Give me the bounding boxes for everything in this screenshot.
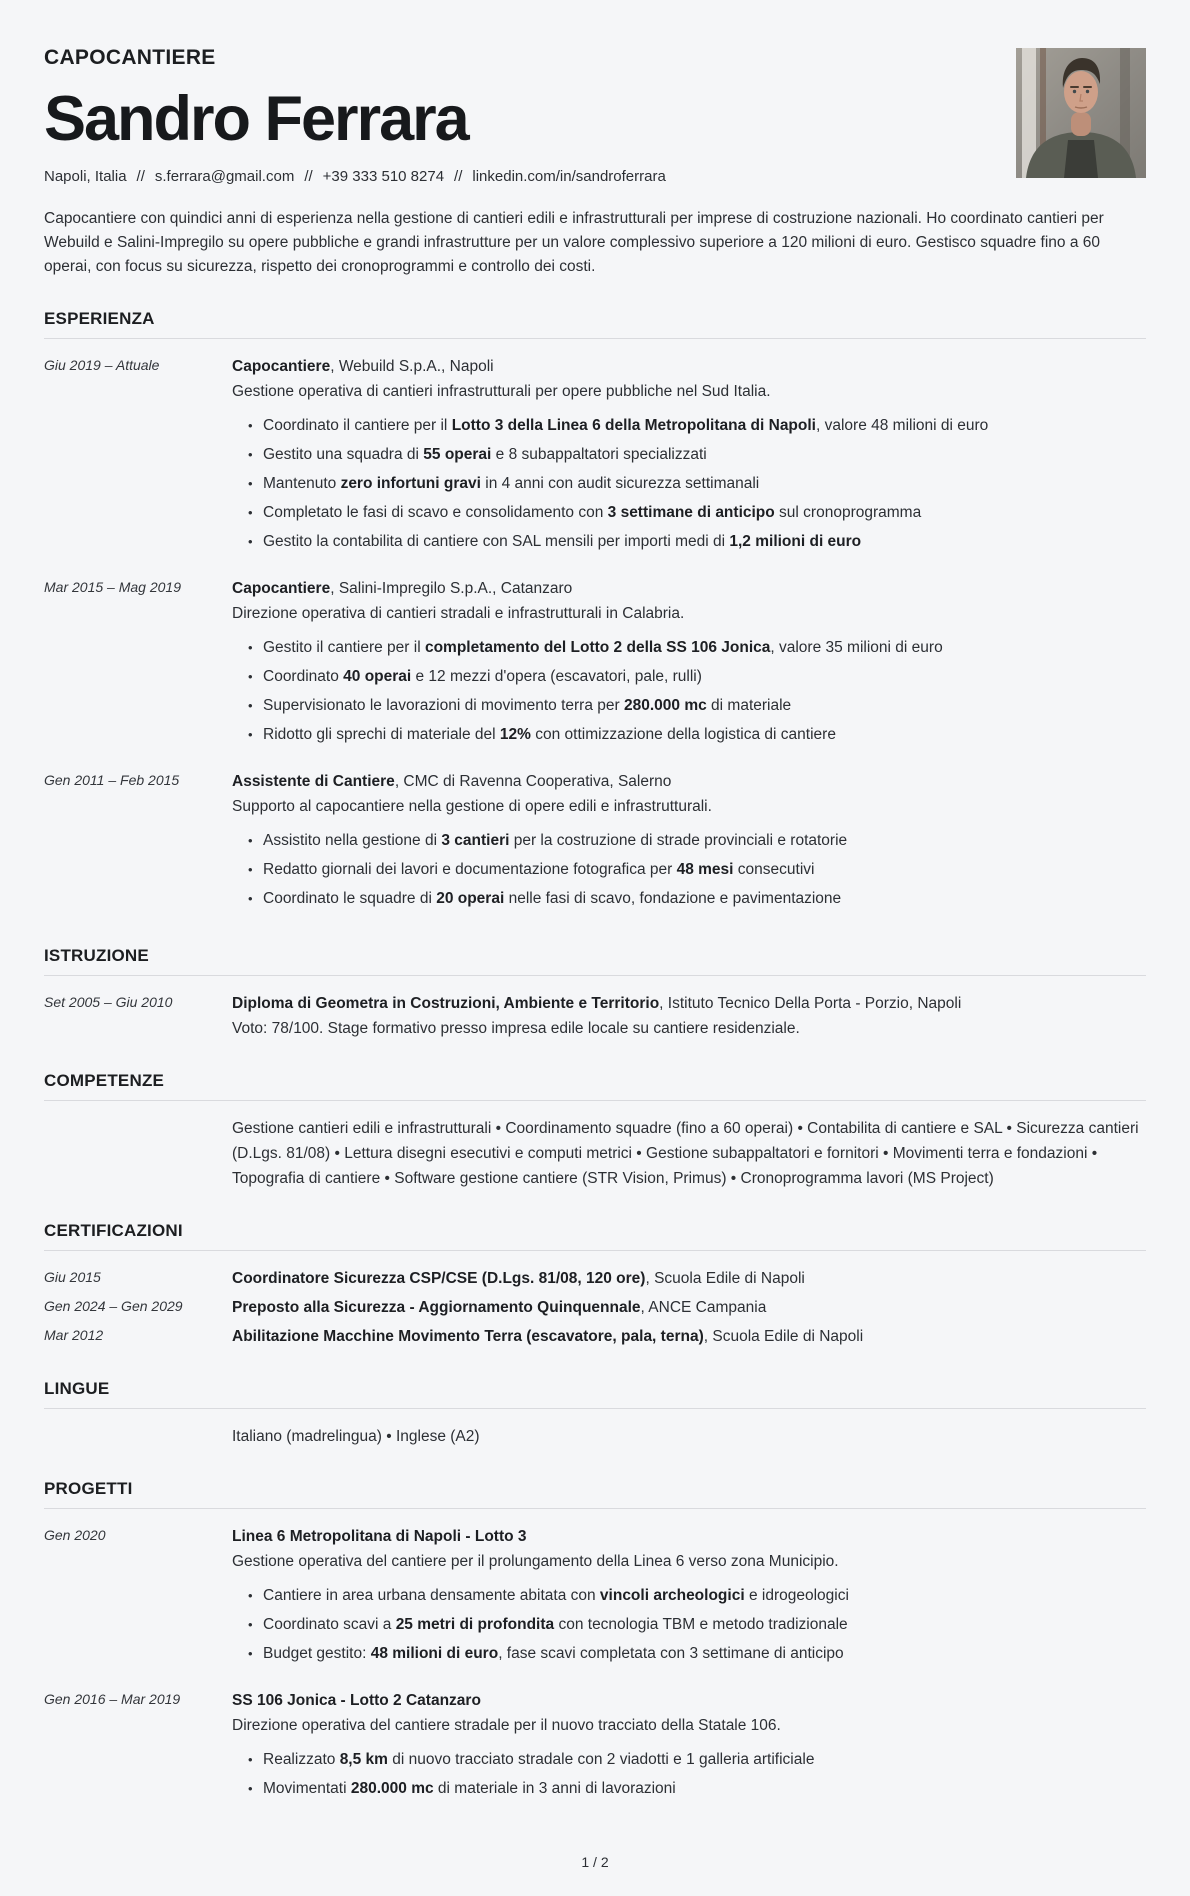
contact-item: s.ferrara@gmail.com — [154, 168, 295, 185]
text-segment: Redatto giornali dei lavori e documentazione fotografica per — [263, 861, 677, 878]
entry-subtitle: Direzione operativa del cantiere stradale per il nuovo tracciato della Statale 106. — [232, 1717, 781, 1734]
text-segment: Mantenuto — [263, 475, 341, 492]
bullet-item — [248, 694, 1146, 718]
bullet-item — [248, 443, 1146, 467]
profile-photo — [1016, 48, 1146, 178]
highlight-text: 280.000 mc — [623, 697, 707, 714]
entry-subtitle: Gestione operativa del cantiere per il prolungamento della Linea 6 verso zona Municipio. — [232, 1553, 839, 1570]
entry-title — [232, 354, 1146, 379]
section-title: LINGUE — [44, 1379, 1146, 1409]
highlight-text: Diploma di Geometra in Costruzioni, Ambiente e Territorio — [232, 995, 660, 1012]
entry — [44, 1424, 1146, 1449]
text-segment: Budget gestito: — [263, 1645, 371, 1662]
highlight-text: vincoli archeologici — [599, 1587, 745, 1604]
contact-item: Napoli, Italia — [44, 168, 127, 185]
entry-date: Gen 2016 – Mar 2019 — [44, 1691, 181, 1707]
entry — [44, 354, 1146, 559]
contact-line — [44, 168, 1146, 185]
entry — [44, 1266, 1146, 1291]
text-segment: e idrogeologici — [744, 1587, 849, 1604]
text-segment: per la costruzione di strade provinciali e rotatorie — [509, 832, 848, 849]
entry — [44, 1116, 1146, 1191]
text-segment: , Scuola Edile di Napoli — [703, 1328, 864, 1345]
bullet-item — [248, 1584, 1146, 1608]
entry-subtitle: Voto: 78/100. Stage formativo presso impresa edile locale su cantiere residenziale. — [232, 1020, 800, 1037]
text-segment: Completato le fasi di scavo e consolidamento con — [263, 504, 608, 521]
text-segment: sul cronoprogramma — [774, 504, 922, 521]
entry-date: Set 2005 – Giu 2010 — [44, 994, 173, 1010]
entry — [44, 1524, 1146, 1671]
entry-content — [232, 354, 1146, 559]
entry-date: Gen 2011 – Feb 2015 — [44, 772, 180, 788]
entry-subtitle: Gestione operativa di cantieri infrastrutturali per opere pubbliche nel Sud Italia. — [232, 383, 771, 400]
text-segment: Coordinato scavi a — [263, 1616, 396, 1633]
entry — [44, 1688, 1146, 1806]
text-segment: Coordinato il cantiere per il — [263, 417, 452, 434]
section-istruzione — [44, 946, 1146, 1041]
section-entries — [44, 991, 1146, 1041]
bullet-item — [248, 1777, 1146, 1801]
bullet-item — [248, 665, 1146, 689]
section-entries — [44, 1424, 1146, 1449]
professional-summary: Capocantiere con quindici anni di esperienza nella gestione di cantieri edili e infrastrutturali per imprese di costruzione nazionali. Ho coordinato cantieri per Webuild e Salini-Impregilo su opere pubbliche e grandi infrastrutture per un valore complessivo superiore a 120 milioni di euro. Gestisco squadre fino a 60 operai, con focus su sicurezza, rispetto dei cronoprogrammi e controllo dei costi. — [44, 210, 1104, 275]
bullet-item — [248, 858, 1146, 882]
highlight-text: completamento del Lotto 2 della SS 106 Jonica — [424, 639, 771, 656]
entry-bullets — [232, 414, 1146, 554]
entry-title — [232, 1524, 1146, 1549]
entry-content — [232, 1295, 1146, 1320]
entry-subtitle: Gestione cantieri edili e infrastrutturali • Coordinamento squadre (fino a 60 operai) • Contabilita di cantiere e SAL • Sicurezza cantieri (D.Lgs. 81/08) • Lettura disegni esecutivi e computi metrici • Gestione subappaltatori e fornitori • Movimenti terra e fondazioni • Topografia di cantiere • Software gestione cantiere (STR Vision, Primus) • Cronoprogramma lavori (MS Project) — [232, 1120, 1139, 1187]
sections-container — [44, 279, 1146, 1806]
highlight-text: 1,2 milioni di euro — [729, 533, 862, 550]
highlight-text: 55 operai — [423, 446, 492, 463]
section-title: ISTRUZIONE — [44, 946, 1146, 976]
text-segment: e 8 subappaltatori specializzati — [491, 446, 707, 463]
text-segment: , Scuola Edile di Napoli — [645, 1270, 805, 1287]
text-segment: , Webuild S.p.A., Napoli — [330, 358, 494, 375]
contact-separator: // — [454, 168, 463, 185]
entry-subtitle: Supporto al capocantiere nella gestione di opere edili e infrastrutturali. — [232, 798, 712, 815]
entry-content — [232, 1266, 1146, 1291]
entry-title — [232, 769, 1146, 794]
highlight-text: 3 settimane di anticipo — [607, 504, 775, 521]
section-title: PROGETTI — [44, 1479, 1146, 1509]
bullet-item — [248, 530, 1146, 554]
highlight-text: Assistente di Cantiere — [232, 773, 395, 790]
text-segment: , valore 48 milioni di euro — [815, 417, 989, 434]
entry-date: Giu 2015 — [44, 1269, 101, 1285]
text-segment: Gestito la contabilita di cantiere con SAL mensili per importi medi di — [263, 533, 730, 550]
job-title-kicker: CAPOCANTIERE — [44, 46, 216, 69]
section-certificazioni — [44, 1221, 1146, 1349]
bullet-item — [248, 829, 1146, 853]
highlight-text: zero infortuni gravi — [340, 475, 481, 492]
text-segment: Cantiere in area urbana densamente abitata con — [263, 1587, 600, 1604]
highlight-text: SS 106 Jonica - Lotto 2 Catanzaro — [232, 1692, 481, 1709]
entry-content — [232, 576, 1146, 752]
entry-date — [44, 1116, 232, 1191]
highlight-text: 25 metri di profondita — [395, 1616, 555, 1633]
entry-bullets — [232, 829, 1146, 911]
entry-title — [232, 991, 1146, 1016]
bullet-item — [248, 1748, 1146, 1772]
section-title: ESPERIENZA — [44, 309, 1146, 339]
section-competenze — [44, 1071, 1146, 1191]
text-segment: , Salini-Impregilo S.p.A., Catanzaro — [330, 580, 573, 597]
contact-separator: // — [136, 168, 145, 185]
bullet-item — [248, 414, 1146, 438]
bullet-item — [248, 501, 1146, 525]
text-segment: nelle fasi di scavo, fondazione e pavimentazione — [504, 890, 842, 907]
highlight-text: 48 mesi — [676, 861, 734, 878]
highlight-text: Capocantiere — [232, 358, 331, 375]
page-number: 1 / 2 — [581, 1854, 609, 1870]
text-segment: con tecnologia TBM e metodo tradizionale — [554, 1616, 848, 1633]
highlight-text: 280.000 mc — [350, 1780, 434, 1797]
entry-title — [232, 1266, 1146, 1291]
text-segment: Coordinato le squadre di — [263, 890, 437, 907]
entry-content — [232, 1424, 1146, 1449]
portrait-illustration — [1016, 48, 1146, 178]
entry-bullets — [232, 1584, 1146, 1666]
highlight-text: Preposto alla Sicurezza - Aggiornamento Quinquennale — [232, 1299, 641, 1316]
entry-date: Gen 2020 — [44, 1527, 106, 1543]
section-progetti — [44, 1479, 1146, 1806]
contact-separator: // — [304, 168, 313, 185]
highlight-text: 40 operai — [343, 668, 412, 685]
text-segment: Assistito nella gestione di — [263, 832, 442, 849]
text-segment: , CMC di Ravenna Cooperativa, Salerno — [394, 773, 672, 790]
entry-content — [232, 991, 1146, 1041]
section-entries — [44, 354, 1146, 916]
highlight-text: 20 operai — [436, 890, 505, 907]
text-segment: e 12 mezzi d'opera (escavatori, pale, rulli) — [411, 668, 702, 685]
bullet-item — [248, 887, 1146, 911]
highlight-text: 48 milioni di euro — [370, 1645, 499, 1662]
entry-title — [232, 1688, 1146, 1713]
entry-title — [232, 1295, 1146, 1320]
section-title: CERTIFICAZIONI — [44, 1221, 1146, 1251]
text-segment: Coordinato — [263, 668, 344, 685]
resume-header — [44, 46, 1146, 185]
text-segment: Supervisionato le lavorazioni di movimento terra per — [263, 697, 624, 714]
highlight-text: 8,5 km — [339, 1751, 388, 1768]
text-segment: di materiale — [706, 697, 792, 714]
entry-date: Mar 2015 – Mag 2019 — [44, 579, 181, 595]
text-segment: , Istituto Tecnico Della Porta - Porzio, Napoli — [659, 995, 962, 1012]
candidate-name: Sandro Ferrara — [44, 84, 468, 154]
bullet-item — [248, 636, 1146, 660]
bullet-item — [248, 1642, 1146, 1666]
section-entries — [44, 1524, 1146, 1806]
text-segment: , ANCE Campania — [640, 1299, 767, 1316]
entry — [44, 576, 1146, 752]
text-segment: con ottimizzazione della logistica di cantiere — [530, 726, 836, 743]
text-segment: , valore 35 milioni di euro — [770, 639, 943, 656]
contact-item: +39 333 510 8274 — [322, 168, 445, 185]
entry-content — [232, 1524, 1146, 1671]
highlight-text: Abilitazione Macchine Movimento Terra (escavatore, pala, terna) — [232, 1328, 704, 1345]
entry-content — [232, 769, 1146, 916]
highlight-text: 3 cantieri — [441, 832, 510, 849]
bullet-item — [248, 1613, 1146, 1637]
highlight-text: 12% — [499, 726, 531, 743]
text-segment: , fase scavi completata con 3 settimane di anticipo — [498, 1645, 844, 1662]
text-segment: consecutivi — [733, 861, 815, 878]
entry-title — [232, 576, 1146, 601]
entry-content — [232, 1116, 1146, 1191]
text-segment: di materiale in 3 anni di lavorazioni — [433, 1780, 676, 1797]
entry-subtitle: Italiano (madrelingua) • Inglese (A2) — [232, 1428, 480, 1445]
entry — [44, 769, 1146, 916]
entry-bullets — [232, 636, 1146, 747]
entry-date: Gen 2024 – Gen 2029 — [44, 1298, 183, 1314]
entry-date — [44, 1424, 232, 1449]
highlight-text: Lotto 3 della Linea 6 della Metropolitana di Napoli — [451, 417, 816, 434]
section-title: COMPETENZE — [44, 1071, 1146, 1101]
section-entries — [44, 1266, 1146, 1349]
page-footer — [44, 1806, 1146, 1870]
text-segment: Realizzato — [263, 1751, 340, 1768]
highlight-text: Capocantiere — [232, 580, 331, 597]
section-esperienza — [44, 309, 1146, 916]
text-segment: di nuovo tracciato stradale con 2 viadotti e 1 galleria artificiale — [387, 1751, 815, 1768]
bullet-item — [248, 472, 1146, 496]
entry — [44, 1324, 1146, 1349]
entry — [44, 991, 1146, 1041]
entry-date: Mar 2012 — [44, 1327, 104, 1343]
text-segment: Movimentati — [263, 1780, 351, 1797]
text-segment: in 4 anni con audit sicurezza settimanali — [480, 475, 760, 492]
entry-content — [232, 1688, 1146, 1806]
entry-bullets — [232, 1748, 1146, 1801]
entry-title — [232, 1324, 1146, 1349]
text-segment: Ridotto gli sprechi di materiale del — [263, 726, 500, 743]
bullet-item — [248, 723, 1146, 747]
highlight-text: Linea 6 Metropolitana di Napoli - Lotto 3 — [232, 1528, 527, 1545]
entry-content — [232, 1324, 1146, 1349]
entry — [44, 1295, 1146, 1320]
section-lingue — [44, 1379, 1146, 1449]
highlight-text: Coordinatore Sicurezza CSP/CSE (D.Lgs. 81/08, 120 ore) — [232, 1270, 646, 1287]
section-entries — [44, 1116, 1146, 1191]
contact-item: linkedin.com/in/sandroferrara — [472, 168, 666, 185]
entry-subtitle: Direzione operativa di cantieri stradali e infrastrutturali in Calabria. — [232, 605, 685, 622]
entry-date: Giu 2019 – Attuale — [44, 357, 160, 373]
text-segment: Gestito una squadra di — [263, 446, 424, 463]
text-segment: Gestito il cantiere per il — [263, 639, 425, 656]
